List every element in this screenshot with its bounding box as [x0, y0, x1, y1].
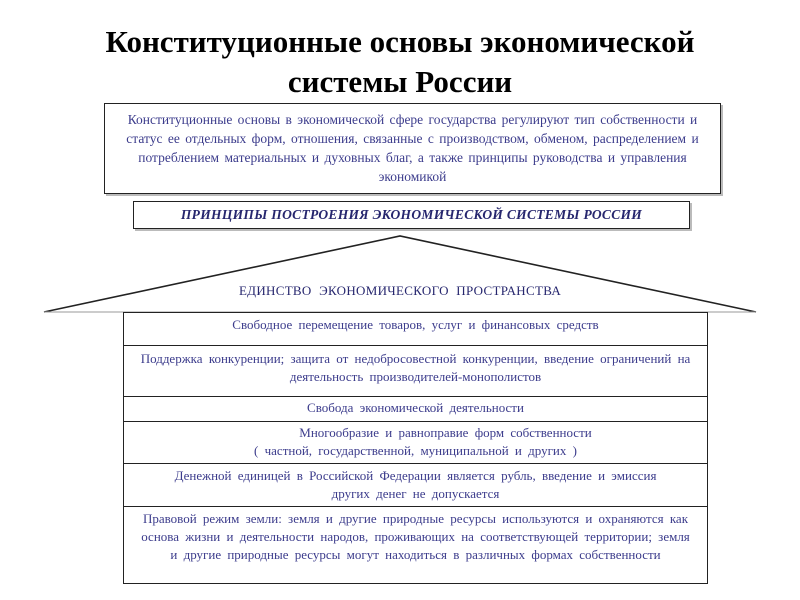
- slide-title-line2: системы России: [287, 64, 513, 99]
- roof-label: ЕДИНСТВО ЭКОНОМИЧЕСКОГО ПРОСТРАНСТВА: [238, 283, 562, 298]
- principle-text: Поддержка конкуренции; защита от недобросовестной конкуренции, введение ограничений на деятельность производителей-монополистов: [140, 351, 691, 384]
- principles-heading: ПРИНЦИПЫ ПОСТРОЕНИЯ ЭКОНОМИЧЕСКОЙ СИСТЕМЫ РОССИИ: [133, 201, 690, 229]
- principle-row: [124, 464, 707, 507]
- principles-list: [123, 312, 708, 584]
- roof-line: [44, 236, 756, 312]
- principle-text-line1: Многообразие и равноправие форм собственности: [299, 425, 592, 440]
- principle-text-line2: ( частной, государственной, муниципальной и других ): [254, 443, 577, 458]
- principle-row: [124, 507, 707, 583]
- principle-text: Правовой режим земли: земля и другие природные ресурсы используются и охраняются как основа жизни и деятельности народов, проживающих на соответствующей территории; земля и другие природные ресурсы могут находиться в различных формах собственности: [141, 511, 690, 562]
- intro-box: Конституционные основы в экономической сфере государства регулируют тип собственности и статус ее отдельных форм, отношения, связанные с производством, обменом, распределением и потреблением материальных и духовных благ, а также принципы руководства и управления экономикой: [104, 103, 721, 194]
- principle-row: [124, 422, 707, 464]
- principle-text: Денежной единицей в Российской Федерации является рубль, введение и эмиссия других денег не допускается: [174, 468, 657, 501]
- principle-row: [124, 346, 707, 397]
- principle-text: Свободное перемещение товаров, услуг и финансовых средств: [232, 317, 599, 332]
- principle-row: [124, 397, 707, 422]
- principle-text: Свобода экономической деятельности: [307, 400, 524, 415]
- principle-row: [124, 313, 707, 346]
- slide-title-line1: Конституционные основы экономической: [105, 24, 695, 59]
